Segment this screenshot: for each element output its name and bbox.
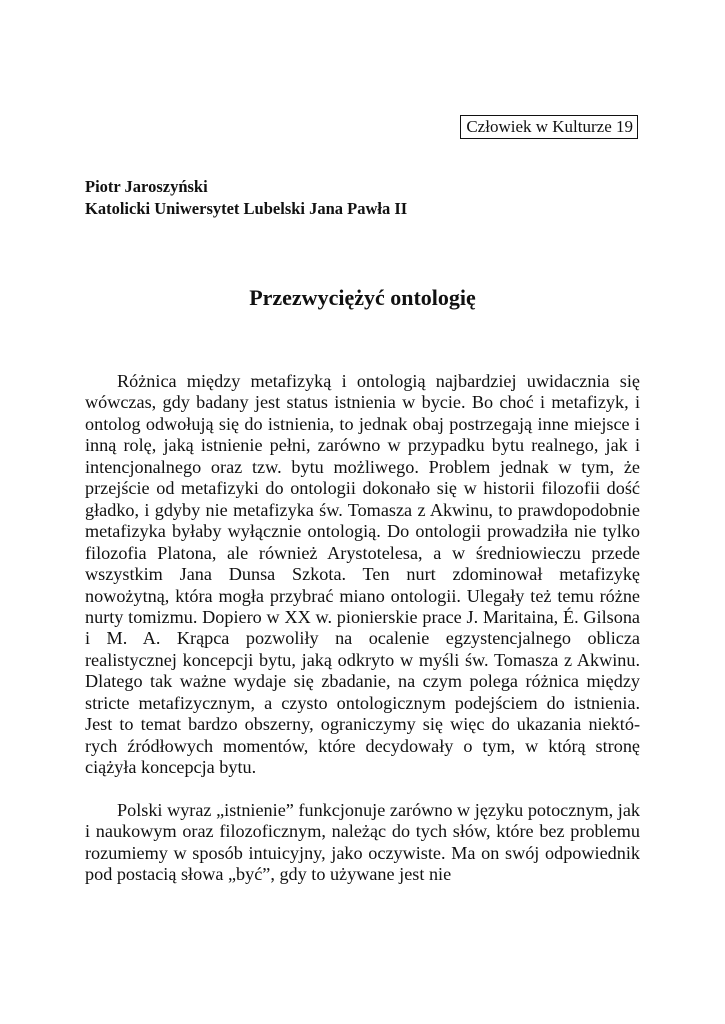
article-body bbox=[85, 371, 640, 885]
journal-issue-label: Człowiek w Kulturze 19 bbox=[460, 115, 638, 139]
paragraph: Różnica między metafizyką i ontologią najbardziej uwidacznia się wówczas, gdy badany jest status istnienia w bycie. Bo choć i metafizyk, i ontolog odwołują się do istnienia, to jednak obaj postrzegają inne miejsce i inną rolę, jaką istnienie pełni, zarówno w przypadku bytu realnego, jak i intencjonalnego oraz tzw. bytu możliwego. Problem jednak w tym, że przejście od metafizyki do ontologii dokonało się w historii filozofii dość gładko, i gdyby nie metafizyka św. Tomasza z Akwinu, to prawdopodobnie metafizyka byłaby wyłącznie ontologią. Do ontologii prowadziła nie tylko filozofia Platona, ale również Arystotelesa, a w średniowieczu przede wszystkim Jana Dunsa Szkota. Ten nurt zdominował metafizykę nowożytną, która mogła przybrać miano ontologii. Ulegały też temu różne nurty tomizmu. Dopiero w XX w. pionierskie prace J. Maritaina, É. Gilsona i M. A. Krąpca pozwoliły na ocalenie egzystencjalnego oblicza realistycznej koncepcji bytu, jaką odkryto w myśli św. Tomasza z Akwinu. Dlatego tak ważne wydaje się zbadanie, na czym polega różnica między stricte metafizycznym, a czysto ontologicznym podejściem do istnienia. Jest to temat bardzo obszerny, ograniczymy się więc do ukazania niektórych źródłowych momentów, które decydowały o tym, w którą stronę ciążyła koncepcja bytu. bbox=[85, 371, 640, 778]
author-name: Piotr Jaroszyński bbox=[85, 177, 208, 196]
paragraph: Polski wyraz „istnienie” funkcjonuje zarówno w języku potocznym, jak i naukowym oraz filozoficznym, należąc do tych słów, które bez problemu rozumiemy w sposób intuicyjny, jako oczywiste. Ma on swój odpowiednik pod postacią słowa „być”, gdy to używane jest nie bbox=[85, 799, 640, 884]
author-affiliation: Katolicki Uniwersytet Lubelski Jana Pawła II bbox=[85, 199, 408, 218]
author-block bbox=[85, 176, 407, 220]
article-title: Przezwyciężyć ontologię bbox=[249, 285, 476, 310]
